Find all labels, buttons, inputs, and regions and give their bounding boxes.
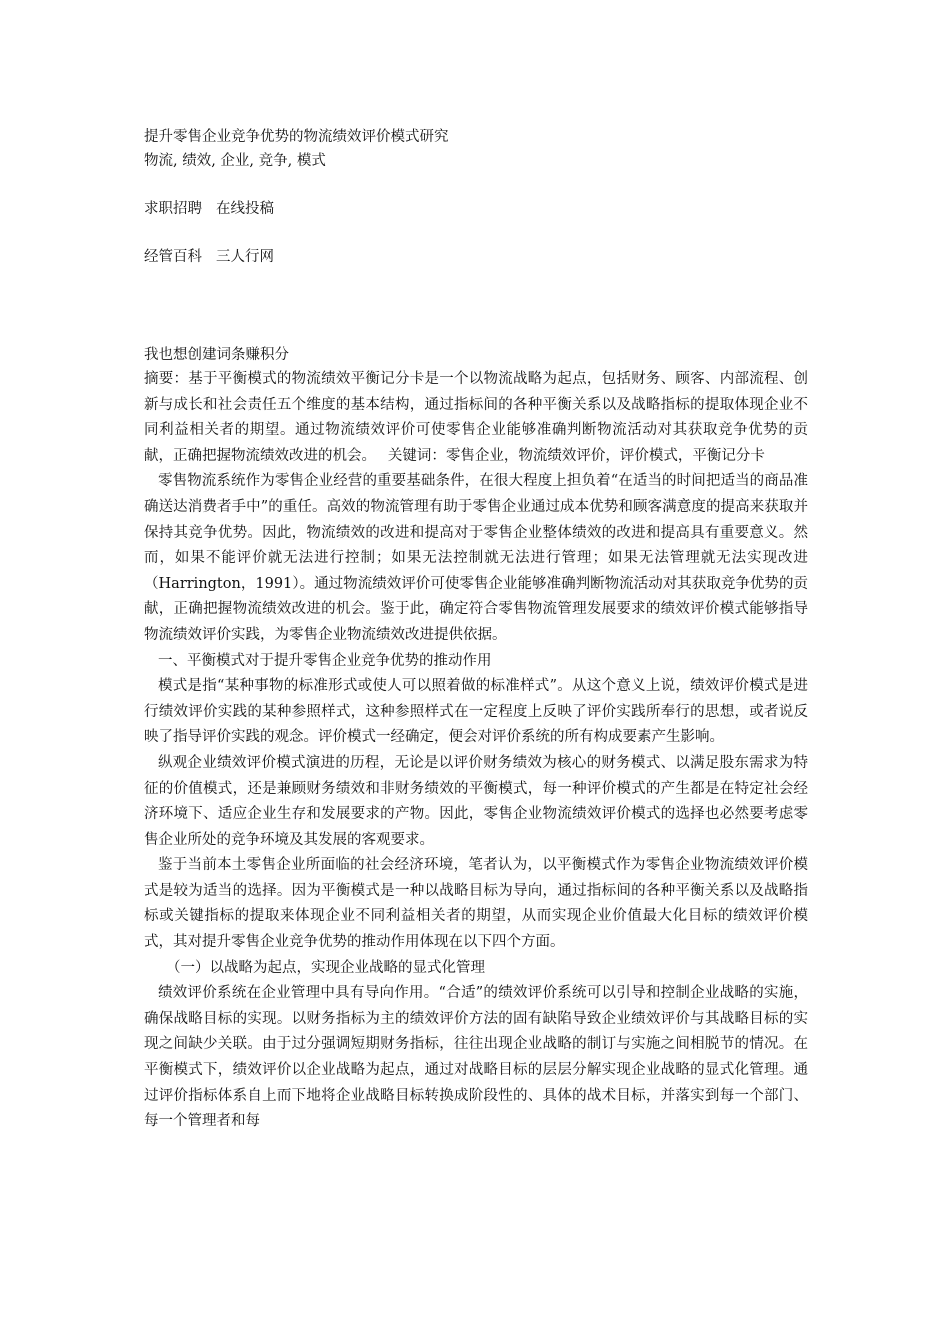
document-title: 提升零售企业竞争优势的物流绩效评价模式研究 bbox=[144, 129, 449, 145]
document-page bbox=[144, 125, 808, 1135]
section-heading: 一、平衡模式对于提升零售企业竞争优势的推动作用 bbox=[158, 652, 492, 669]
body-paragraph: 鉴于当前本土零售企业所面临的社会经济环境，笔者认为，以平衡模式作为零售企业物流绩效评价模式是较为适当的选择。因为平衡模式是一种以战略目标为导向，通过指标间的各种平衡关系以及战略指标或关键指标的提取来体现企业不同利益相关者的期望，从而实现企业价值最大化目标的绩效评价模式，其对提升零售企业竞争优势的推动作用体现在以下四个方面。 bbox=[144, 857, 808, 951]
nav-links-row-1 bbox=[144, 197, 808, 221]
abstract-paragraph: 摘要：基于平衡模式的物流绩效平衡记分卡是一个以物流战略为起点，包括财务、顾客、内部流程、创新与成长和社会责任五个维度的基本结构，通过指标间的各种平衡关系以及战略指标的提取体现企业不同利益相关者的期望。通过物流绩效评价可使零售企业能够准确判断物流活动对其获取竞争优势的贡献，正确把握物流绩效改进的机会。 关键词：零售企业，物流绩效评价，评价模式，平衡记分卡 bbox=[144, 371, 808, 464]
link-management-encyclopedia[interactable]: 经管百科 bbox=[144, 249, 202, 265]
link-online-submission[interactable]: 在线投稿 bbox=[216, 201, 274, 217]
link-sanrenxing[interactable]: 三人行网 bbox=[216, 249, 274, 265]
create-entry-link[interactable]: 我也想创建词条赚积分 bbox=[144, 347, 289, 363]
subsection-heading: （一）以战略为起点，实现企业战略的显式化管理 bbox=[166, 959, 485, 976]
body-paragraph: 纵观企业绩效评价模式演进的历程，无论是以评价财务绩效为核心的财务模式、以满足股东需求为特征的价值模式，还是兼顾财务绩效和非财务绩效的平衡模式，每一种评价模式的产生都是在特定社会经济环境下、适应企业生存和发展要求的产物。因此，零售企业物流绩效评价模式的选择也必然要考虑零售企业所处的竞争环境及其发展的客观要求。 bbox=[144, 754, 808, 848]
keywords-line: 物流, 绩效, 企业, 竞争, 模式 bbox=[144, 153, 326, 169]
body-paragraph: 模式是指“某种事物的标准形式或使人可以照着做的标准样式”。从这个意义上说，绩效评价模式是进行绩效评价实践的某种参照样式，这种参照样式在一定程度上反映了评价实践所奉行的思想，或者说反映了指导评价实践的观念。评价模式一经确定，便会对评价系统的所有构成要素产生影响。 bbox=[144, 678, 808, 746]
nav-links-row-2 bbox=[144, 245, 808, 269]
link-job-recruitment[interactable]: 求职招聘 bbox=[144, 201, 202, 217]
body-paragraph: 零售物流系统作为零售企业经营的重要基础条件，在很大程度上担负着“在适当的时间把适当的商品准确送达消费者手中”的重任。高效的物流管理有助于零售企业通过成本优势和顾客满意度的提高来获取并保持其竞争优势。因此，物流绩效的改进和提高对于零售企业整体绩效的改进和提高具有重要意义。然而，如果不能评价就无法进行控制；如果无法控制就无法进行管理；如果无法管理就无法实现改进（Harrington，1991）。通过物流绩效评价可使零售企业能够准确判断物流活动对其获取竞争优势的贡献，正确把握物流绩效改进的机会。鉴于此，确定符合零售物流管理发展要求的绩效评价模式能够指导物流绩效评价实践，为零售企业物流绩效改进提供依据。 bbox=[144, 473, 808, 643]
body-paragraph: 绩效评价系统在企业管理中具有导向作用。“合适”的绩效评价系统可以引导和控制企业战略的实施，确保战略目标的实现。以财务指标为主的绩效评价方法的固有缺陷导致企业绩效评价与其战略目标的实现之间缺少关联。由于过分强调短期财务指标，往往出现企业战略的制订与实施之间相脱节的情况。在平衡模式下，绩效评价以企业战略为起点，通过对战略目标的层层分解实现企业战略的显式化管理。通过评价指标体系自上而下地将企业战略目标转换成阶段性的、具体的战术目标，并落实到每一个部门、每一个管理者和每 bbox=[144, 985, 808, 1130]
